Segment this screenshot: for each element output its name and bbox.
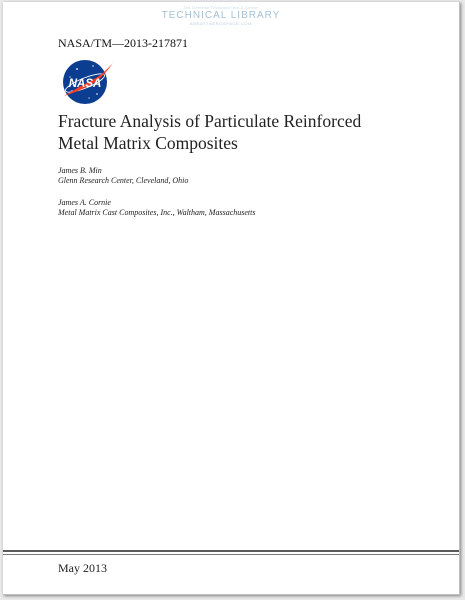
author-affiliation: Glenn Research Center, Cleveland, Ohio (58, 176, 189, 185)
technical-library-watermark (153, 6, 289, 26)
document-title (58, 110, 438, 154)
author-block-1 (58, 166, 188, 186)
document-page (3, 2, 460, 595)
footer-rule-thin (3, 554, 459, 555)
footer-rule-thick (3, 550, 459, 552)
publication-date: May 2013 (58, 561, 107, 575)
watermark-sub-text: ABBOTTAEROSPACE.COM (189, 21, 253, 26)
watermark-main-text: TECHNICAL LIBRARY (161, 10, 281, 21)
author-affiliation: Metal Matrix Cast Composites, Inc., Waltham, Massachusetts (58, 208, 256, 217)
watermark-top-line: The Defense Technical Info & Center (183, 5, 259, 10)
nasa-logo-text: NASA (68, 78, 102, 90)
nasa-logo-icon (58, 58, 116, 106)
report-number: NASA/TM—2013-217871 (58, 36, 189, 50)
author-name: James B. Min (58, 166, 102, 175)
author-block-2 (58, 198, 255, 218)
title-line-1: Fracture Analysis of Particulate Reinforced (58, 111, 362, 131)
title-line-2: Metal Matrix Composites (58, 133, 238, 153)
author-name: James A. Cornie (58, 198, 111, 207)
